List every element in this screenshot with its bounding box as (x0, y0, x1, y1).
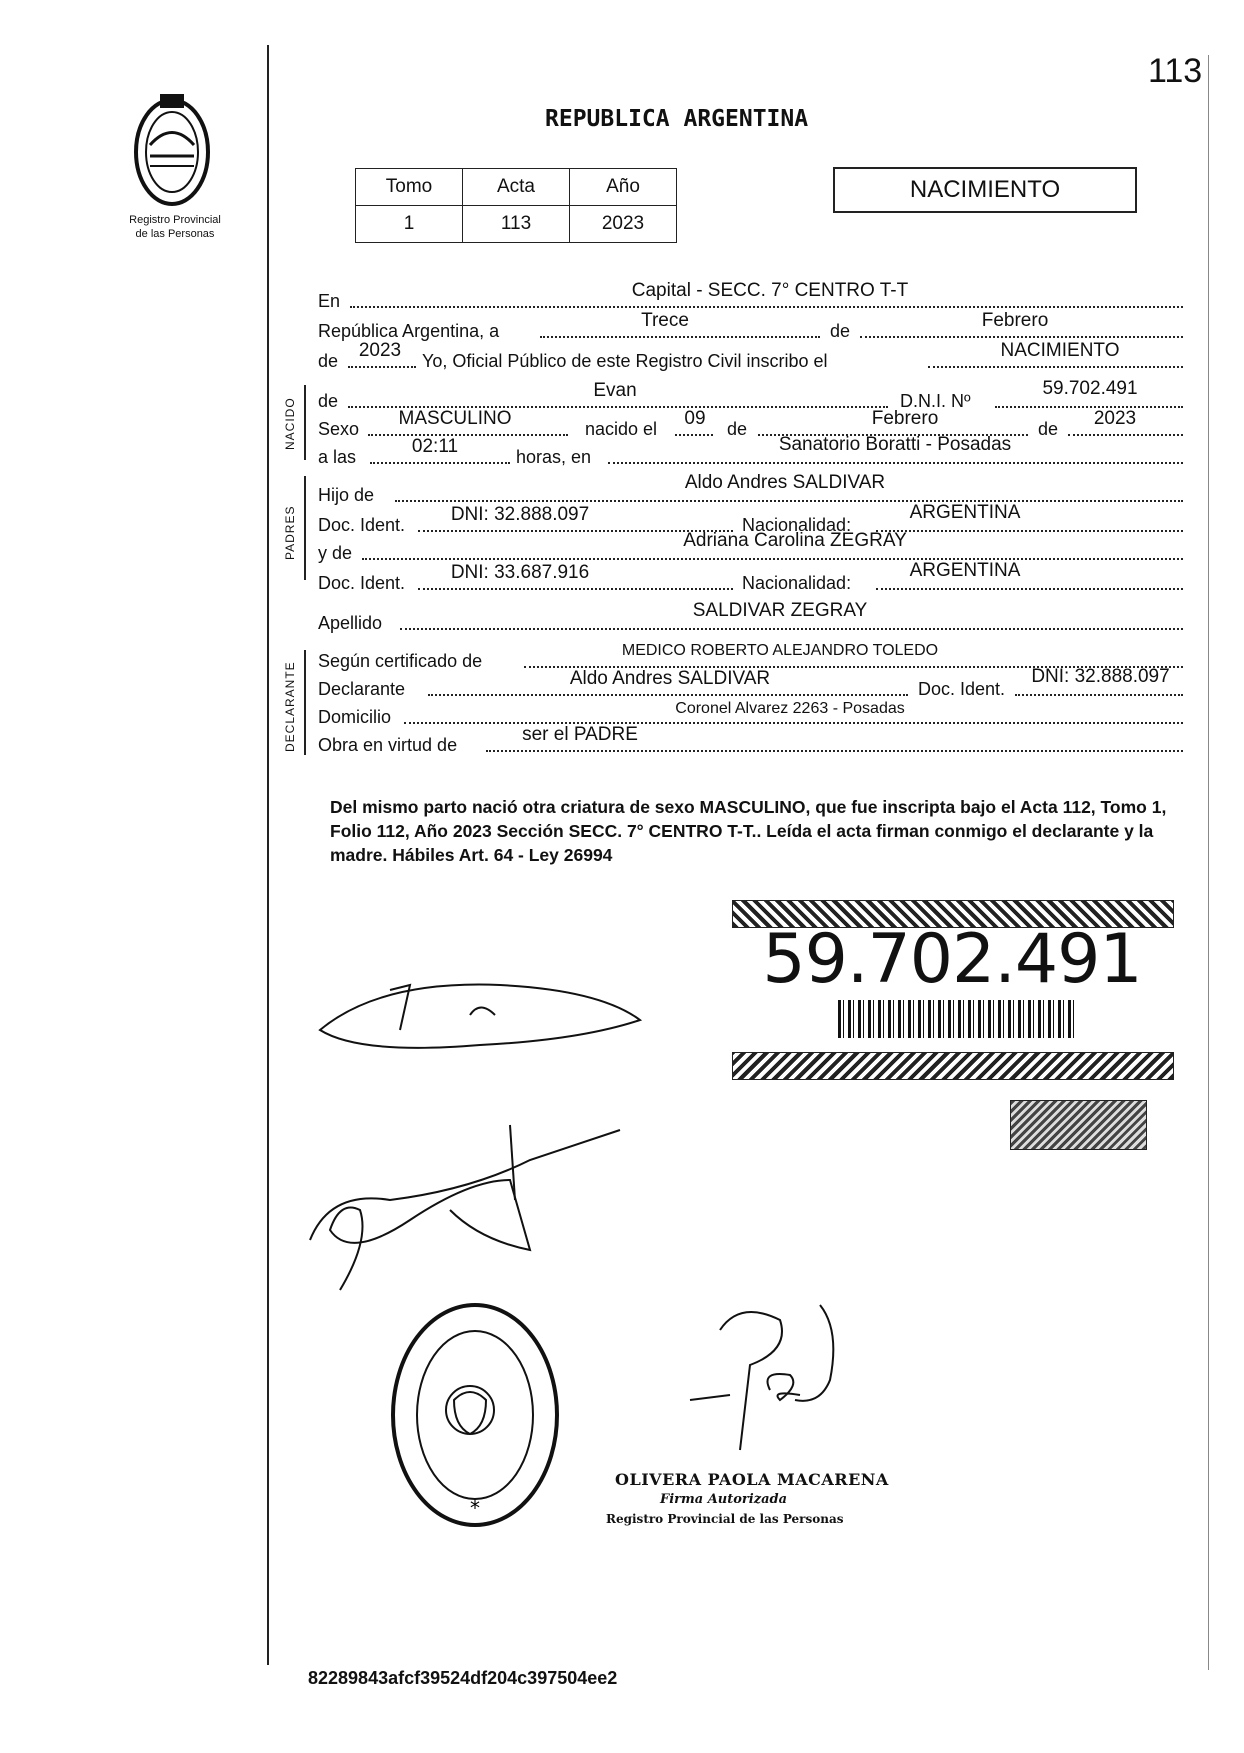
value-nac-dia: 09 (684, 408, 706, 429)
officer-registry: Registro Provincial de las Personas (606, 1512, 844, 1526)
svg-text:*: * (470, 1496, 480, 1520)
province-logo (122, 90, 222, 210)
value-certificado: MEDICO ROBERTO ALEJANDRO TOLEDO (621, 642, 939, 659)
dots (362, 558, 1183, 560)
value-dni: 59.702.491 (1042, 378, 1138, 399)
dots (418, 588, 733, 590)
sticker-number: 59.702.491 (762, 920, 1142, 999)
dots (876, 588, 1183, 590)
dots (928, 366, 1183, 368)
nacido-bar (304, 385, 306, 460)
side-label-padres: PADRES (283, 505, 297, 560)
value-madre-nac: ARGENTINA (909, 560, 1021, 581)
value-declarante-doc: DNI: 32.888.097 (1031, 666, 1170, 687)
logo-caption-line1: Registro Provincial (129, 214, 221, 226)
label-y-de: y de (318, 543, 353, 563)
value-domicilio: Coronel Alvarez 2263 - Posadas (675, 700, 905, 717)
value-dia: Trece (641, 310, 689, 331)
page-number: 113 (1148, 52, 1203, 90)
value-mes: Febrero (981, 310, 1049, 331)
label-segun: Según certificado de (318, 651, 483, 671)
value-madre-doc: DNI: 33.687.916 (450, 562, 590, 583)
logo-caption-line2: de las Personas (135, 228, 215, 240)
label-doc-ident-2: Doc. Ident. (318, 573, 406, 593)
dni-sticker (732, 900, 1172, 1080)
value-acta: 113 (463, 206, 570, 243)
dots (675, 434, 713, 436)
dots (428, 694, 908, 696)
value-obra: ser el PADRE (522, 724, 638, 745)
dots (370, 462, 510, 464)
label-dni: D.N.I. Nº (900, 391, 971, 411)
label-yo: Yo, Oficial Público de este Registro Civil inscribo el (422, 351, 828, 371)
dots (540, 336, 820, 338)
value-padre-nac: ARGENTINA (909, 502, 1021, 523)
official-seal (388, 1300, 563, 1530)
label-de-name: de (318, 391, 339, 411)
right-margin-line (1208, 55, 1209, 1670)
dots (608, 462, 1183, 464)
label-declarante: Declarante (318, 679, 406, 699)
header-anio: Año (570, 169, 677, 206)
dots (400, 628, 1183, 630)
label-nacionalidad-2: Nacionalidad: (742, 573, 852, 593)
value-hora: 02:11 (411, 436, 459, 457)
value-nac-anio: 2023 (1093, 408, 1137, 429)
label-nacido: nacido el (585, 419, 658, 439)
label-de-mid: de (830, 321, 851, 341)
value-nombre: Evan (593, 380, 637, 401)
header-tomo: Tomo (356, 169, 463, 206)
label-de-start: de (318, 351, 339, 371)
side-label-nacido: NACIDO (283, 397, 297, 450)
label-doc-ident-3: Doc. Ident. (918, 679, 1006, 699)
value-tomo: 1 (356, 206, 463, 243)
barcode (838, 1000, 1078, 1038)
value-anio: 2023 (570, 206, 677, 243)
label-obra: Obra en virtud de (318, 735, 458, 755)
value-sexo: MASCULINO (398, 408, 512, 429)
seal-icon (388, 1300, 563, 1530)
value-padre: Aldo Andres SALDIVAR (684, 472, 886, 493)
sticker-pattern-bottom (732, 1052, 1174, 1080)
dots (350, 306, 1183, 308)
declarante-bar (304, 650, 306, 755)
country-title: REPUBLICA ARGENTINA (545, 106, 809, 132)
value-anio: 2023 (358, 340, 402, 361)
value-lugar: Capital - SECC. 7° CENTRO T-T (631, 280, 909, 301)
header-acta: Acta (463, 169, 570, 206)
dots (1068, 434, 1183, 436)
label-republica: República Argentina, a (318, 321, 500, 341)
value-declarante: Aldo Andres SALDIVAR (569, 668, 771, 689)
label-hijo-de: Hijo de (318, 485, 375, 505)
registry-table (355, 168, 677, 243)
label-sexo: Sexo (318, 419, 360, 439)
dots (1015, 694, 1183, 696)
small-sticker (1010, 1100, 1147, 1150)
document-hash: 82289843afcf39524df204c397504ee2 (308, 1668, 618, 1688)
label-doc-ident-1: Doc. Ident. (318, 515, 406, 535)
officer-signature-icon (670, 1290, 860, 1460)
note-paragraph: Del mismo parto nació otra criatura de sexo MASCULINO, que fue inscripta bajo el Acta 112, Tomo 1, Folio 112, Año 2023 Sección SECC. 7° CENTRO T-T.. Leída el acta firman conmigo el declarante y la madre. Hábiles Art. 64 - Ley 26994 (330, 797, 1167, 865)
label-de-c: de (1038, 419, 1059, 439)
label-de-b: de (727, 419, 748, 439)
value-nac-mes: Febrero (871, 408, 939, 429)
value-lugar-nac: Sanatorio Boratti - Posadas (778, 434, 1012, 455)
dots (486, 750, 1183, 752)
act-type-box: NACIMIENTO (833, 167, 1137, 213)
officer-role: Firma Autorizada (660, 1492, 788, 1507)
label-horas: horas, en (516, 447, 592, 467)
dots (395, 500, 1183, 502)
value-apellido: SALDIVAR ZEGRAY (692, 600, 868, 621)
declarant-signature-icon (300, 960, 660, 1070)
label-en: En (318, 291, 341, 311)
officer-name: OLIVERA PAOLA MACARENA (615, 1470, 889, 1489)
label-domicilio: Domicilio (318, 707, 392, 727)
province-shield-icon (122, 90, 222, 210)
label-a-las: a las (318, 447, 357, 467)
side-label-declarante: DECLARANTE (283, 661, 297, 752)
value-tipo: NACIMIENTO (1000, 340, 1120, 361)
dots (348, 366, 416, 368)
dots (860, 336, 1183, 338)
label-apellido: Apellido (318, 613, 383, 633)
value-padre-doc: DNI: 32.888.097 (450, 504, 590, 525)
padres-bar (304, 476, 306, 580)
value-madre: Adriana Carolina ZEGRAY (683, 530, 907, 551)
left-margin-line (267, 45, 269, 1665)
mother-signature-icon (300, 1120, 640, 1300)
label-nacionalidad-1: Nacionalidad: (742, 515, 852, 535)
